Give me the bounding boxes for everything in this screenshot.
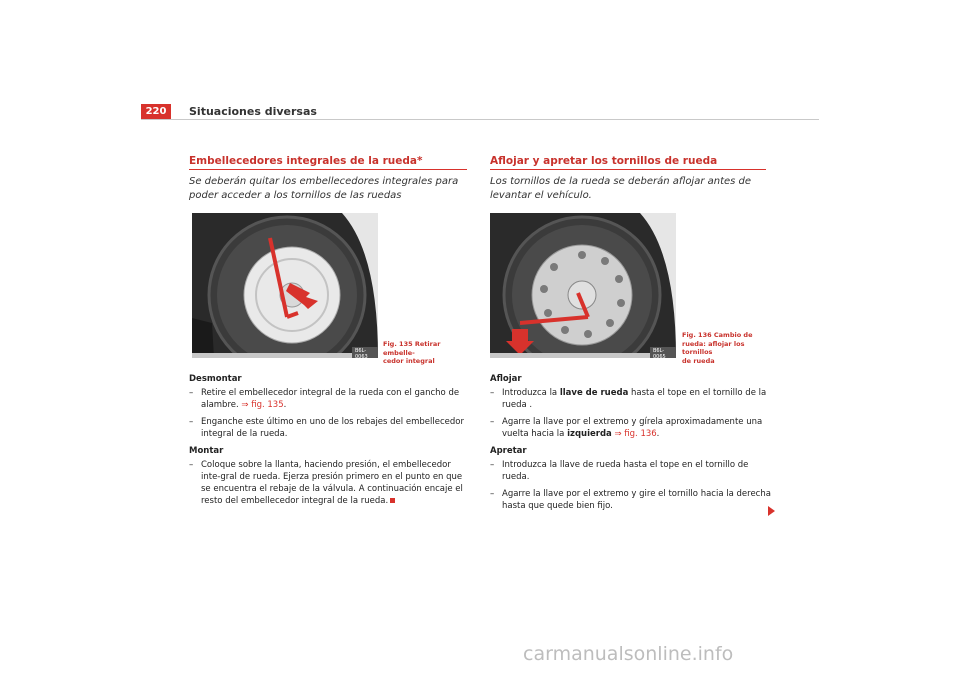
caption-line: de rueda: [682, 356, 715, 365]
caption-line: cedor integral: [383, 357, 435, 365]
loosen-heading: Aflojar: [490, 374, 522, 384]
section-title-right: Aflojar y apretar los tornillos de rueda: [490, 155, 718, 167]
right-body: [490, 373, 772, 517]
header-divider: [141, 119, 819, 120]
list-text: Coloque sobre la llanta, haciendo presión, el embellecedor inte-gral de rueda. Ejerza presión primero en el punto en que se encuentra el rebaje de la válvula. A continuación encaje el resto del embellecedor integral de la rueda.: [201, 460, 463, 506]
caption-line: rueda: aflojar los tornillos: [682, 339, 745, 356]
list-text-bold: izquierda: [567, 429, 612, 439]
section-rule-left: [189, 169, 467, 170]
next-page-arrow-icon[interactable]: [768, 506, 775, 516]
list-text: alambre.: [201, 400, 242, 410]
list-text: Introduzca la llave de rueda hasta el tope en el tornillo de rueda.: [502, 460, 749, 482]
list-item: – Coloque sobre la llanta, haciendo presión, el embellecedor inte-gral de rueda. Ejerza presión primero en el punto en que se encuentra el rebaje de la válvula. A continuación encaje el resto del embellecedor integral de la rueda.: [189, 460, 463, 506]
list-text: hasta el tope en el tornillo de la rueda .: [502, 388, 767, 410]
figure-code: B6L-0063: [352, 347, 378, 358]
mount-heading: Montar: [189, 446, 224, 456]
list-item: – Introduzca la llave de rueda hasta el tope en el tornillo de rueda.: [490, 460, 749, 482]
tighten-heading: Apretar: [490, 446, 527, 456]
section-rule-right: [490, 169, 766, 170]
fig-136-link[interactable]: ⇒ fig. 136: [611, 429, 657, 439]
hubcap-removal-illustration: [192, 213, 378, 358]
list-item: – Introduzca la llave de rueda hasta el tope en el tornillo de la rueda .: [490, 388, 767, 410]
list-item: – Agarre la llave por el extremo y gírela aproximadamente una vuelta hacia la izquierda ⇒ fig. 136.: [490, 417, 763, 439]
list-item: – Agarre la llave por el extremo y gire el tornillo hacia la derecha hasta que quede bien fijo.: [490, 489, 771, 511]
list-text: Agarre la llave por el extremo y gire el tornillo hacia la derecha hasta que quede bien fijo.: [502, 489, 771, 511]
list-item: – Retire el embellecedor integral de la rueda con el gancho de alambre. ⇒ fig. 135.: [189, 388, 460, 410]
figure-136-caption: [682, 331, 772, 365]
watermark: carmanualsonline.info: [523, 643, 734, 665]
section-title-left: Embellecedores integrales de la rueda*: [189, 155, 423, 167]
left-body: [189, 373, 469, 512]
caption-line: Fig. 135 Retirar embelle-: [383, 340, 441, 357]
figure-136: [490, 213, 676, 358]
section-intro-right: Los tornillos de la rueda se deberán aflojar antes de levantar el vehículo.: [490, 176, 752, 201]
list-text-bold: llave de rueda: [559, 388, 629, 398]
fig-135-link[interactable]: ⇒ fig. 135: [241, 400, 284, 410]
remove-heading: Desmontar: [189, 374, 242, 384]
list-item: – Enganche este último en uno de los rebajes del embellecedor integral de la rueda.: [189, 417, 464, 439]
figure-135-caption: [383, 340, 473, 366]
wheel-loosening-illustration: [490, 213, 676, 358]
end-of-section-icon: [390, 498, 395, 503]
list-text: Enganche este último en uno de los rebajes del embellecedor integral de la rueda.: [201, 417, 464, 439]
caption-line: Fig. 136 Cambio de: [682, 331, 753, 339]
running-header: Situaciones diversas: [189, 105, 317, 118]
list-text: Introduzca la: [502, 388, 560, 398]
figure-code: B6L-0065: [650, 347, 676, 358]
list-text: Retire el embellecedor integral de la rueda con el gancho de: [201, 388, 460, 398]
section-intro-left: Se deberán quitar los embellecedores integrales para poder acceder a los tornillos de las ruedas: [189, 176, 459, 201]
page-number: 220: [141, 104, 171, 120]
list-text: Agarre la llave por el extremo y gírela aproximadamente una vuelta hacia la: [502, 417, 763, 439]
figure-135: [192, 213, 378, 358]
